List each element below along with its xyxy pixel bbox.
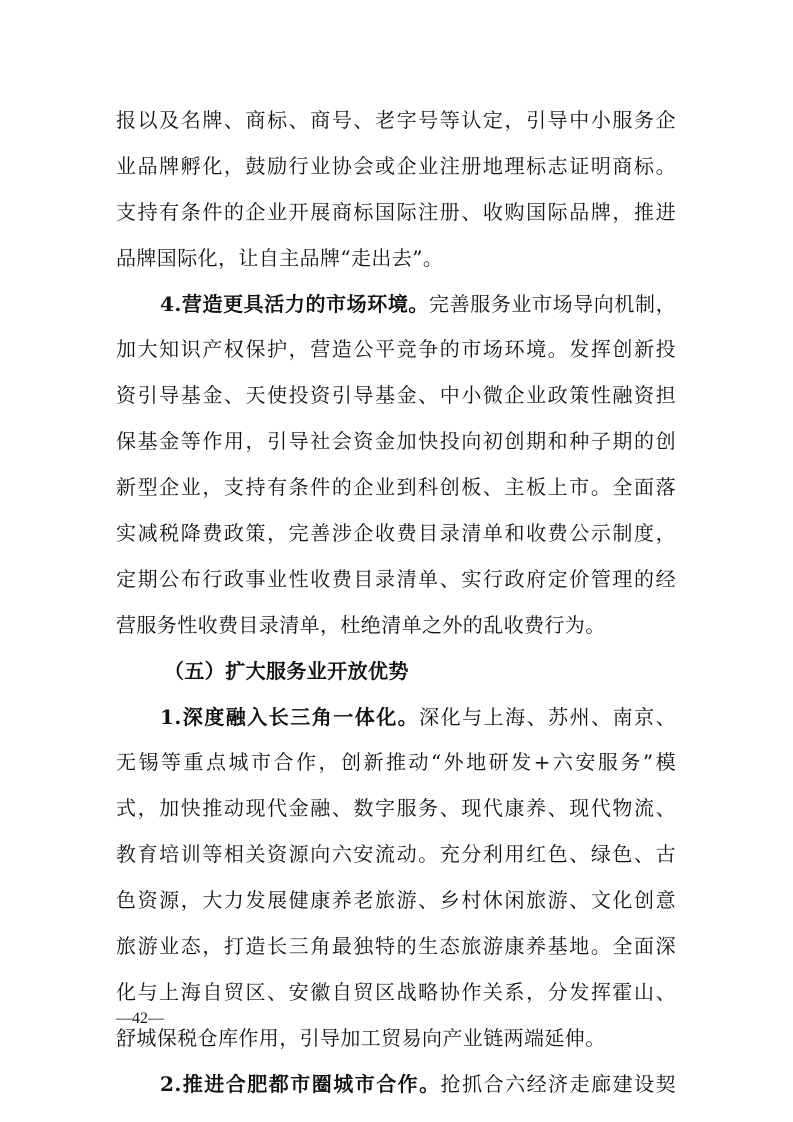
section-heading: （五）扩大服务业开放优势 [164, 658, 409, 683]
paragraph-lead-continuation: 完善服务业市场导向机制， [429, 291, 676, 316]
body-text [116, 98, 676, 1108]
paragraph-brand-building [116, 98, 676, 282]
text-line: 定期公布行政事业性收费目录清单、实行政府定价管理的经 [116, 566, 676, 591]
text-line [116, 1062, 676, 1108]
paragraph-lead-continuation: 深化与上海、苏州、南京、 [419, 704, 676, 729]
text-line [116, 695, 676, 741]
paragraph-lead: 2.推进合肥都市圈城市合作。 [160, 1071, 441, 1096]
text-line: 化与上海自贸区、安徽自贸区战略协作关系，分发挥霍山、 [116, 979, 676, 1004]
text-line: 支持有条件的企业开展商标国际注册、收购国际品牌，推进 [116, 199, 676, 224]
text-line: 旅游业态，打造长三角最独特的生态旅游康养基地。全面深 [116, 934, 676, 959]
text-line: 式，加快推动现代金融、数字服务、现代康养、现代物流、 [116, 796, 676, 821]
text-line: 无锡等重点城市合作，创新推动“外地研发+六安服务”模 [116, 750, 676, 775]
paragraph-hefei-metropolitan [116, 1062, 676, 1108]
page-number: —42— [116, 1010, 164, 1027]
text-line: 教育培训等相关资源向六安流动。充分利用红色、绿色、古 [116, 842, 676, 867]
text-line: 舒城保税仓库作用，引导加工贸易向产业链两端延伸。 [116, 1025, 606, 1050]
text-line: 营服务性收费目录清单，杜绝清单之外的乱收费行为。 [116, 612, 606, 637]
text-line: 品牌国际化，让自主品牌“走出去”。 [116, 245, 444, 270]
text-line: 报以及名牌、商标、商号、老字号等认定，引导中小服务企 [116, 108, 676, 132]
text-line: 业品牌孵化，鼓励行业协会或企业注册地理标志证明商标。 [116, 153, 676, 178]
text-line: 加大知识产权保护，营造公平竞争的市场环境。发挥创新投 [116, 337, 676, 362]
text-line: 保基金等作用，引导社会资金加快投向初创期和种子期的创 [116, 429, 676, 454]
text-line: 色资源，大力发展健康养老旅游、乡村休闲旅游、文化创意 [116, 888, 676, 913]
text-line [116, 282, 676, 328]
paragraph-market-environment [116, 282, 676, 649]
paragraph-lead: 1.深度融入长三角一体化。 [160, 704, 420, 729]
text-line: 新型企业，支持有条件的企业到科创板、主板上市。全面落 [116, 475, 676, 500]
paragraph-lead-continuation: 抢抓合六经济走廊建设契 [440, 1071, 676, 1096]
paragraph-lead: 4.营造更具活力的市场环境。 [160, 291, 430, 316]
text-line: 资引导基金、天使投资引导基金、中小微企业政策性融资担 [116, 383, 676, 408]
text-line: 实减税降费政策，完善涉企收费目录清单和收费公示制度， [116, 521, 676, 546]
paragraph-yangtze-delta [116, 695, 676, 1062]
